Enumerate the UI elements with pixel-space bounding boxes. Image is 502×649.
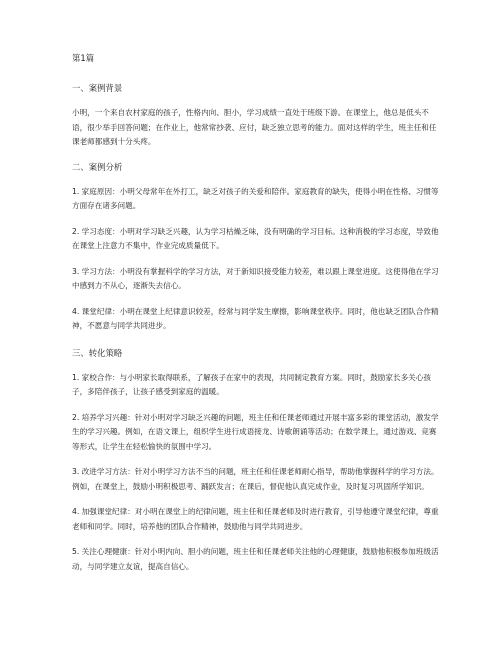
paragraph-analysis-discipline: 4. 课堂纪律：小明在课堂上纪律意识较差，经常与同学发生摩擦，影响课堂秩序。同时，他也缺乏团队合作精神，不愿意与同学共同进步。: [72, 306, 439, 330]
section-title-analysis: 二、案例分析: [72, 161, 123, 172]
paragraph-analysis-method: 3. 学习方法：小明没有掌握科学的学习方法，对于新知识接受能力较差，难以跟上课堂进度。这使得他在学习中感到力不从心，逐渐失去信心。: [72, 266, 439, 290]
paragraph-strategy-discipline: 4. 加强课堂纪律：对小明在课堂上的纪律问题，班主任和任课老师及时进行教育，引导他遵守课堂纪律，尊重老师和同学。同时，培养他的团队合作精神，鼓励他与同学共同进步。: [72, 507, 439, 531]
paragraph-strategy-mental-health: 5. 关注心理健康：针对小明内向、胆小的问题，班主任和任课老师关注他的心理健康，鼓励他积极参加班级活动，与同学建立友谊，提高自信心。: [72, 547, 439, 571]
paragraph-strategy-method: 3. 改进学习方法：针对小明学习方法不当的问题，班主任和任课老师耐心指导，帮助他掌握科学的学习方法。例如，在课堂上，鼓励小明积极思考、踊跃发言；在课后，督促他认真完成作业，及时复习巩固所学知识。: [72, 467, 439, 491]
paragraph-background: 小明，一个来自农村家庭的孩子，性格内向、胆小，学习成绩一直处于班级下游。在课堂上，他总是低头不语，很少举手回答问题；在作业上，他常常抄袭、应付，缺乏独立思考的能力。面对这样的学生，班主任和任课老师都感到十分头疼。: [72, 108, 437, 146]
section-title-background: 一、案例背景: [72, 83, 123, 93]
paragraph-analysis-attitude: 2. 学习态度：小明对学习缺乏兴趣，认为学习枯燥乏味，没有明确的学习目标。这种消极的学习态度，导致他在课堂上注意力不集中，作业完成质量低下。: [72, 226, 439, 250]
paragraph-analysis-family: 1. 家庭原因：小明父母常年在外打工，缺乏对孩子的关爱和陪伴。家庭教育的缺失，使得小明在性格、习惯等方面存在诸多问题。: [72, 186, 439, 210]
paragraph-strategy-interest: 2. 培养学习兴趣：针对小明对学习缺乏兴趣的问题，班主任和任课老师通过开展丰富多彩的课堂活动，激发学生的学习兴趣。例如，在语文课上，组织学生进行成语接龙、诗歌朗诵等活动；在数学课上，通过游戏、竞赛等形式，让学生在轻松愉快的氛围中学习。: [72, 412, 439, 451]
section-title-strategy: 三、转化策略: [72, 347, 123, 358]
page-label: 第1篇: [72, 53, 95, 63]
paragraph-strategy-home-school: 1. 家校合作：与小明家长取得联系，了解孩子在家中的表现，共同制定教育方案。同时，鼓励家长多关心孩子，多陪伴孩子，让孩子感受到家庭的温暖。: [72, 372, 431, 396]
document-page: [72, 52, 444, 585]
